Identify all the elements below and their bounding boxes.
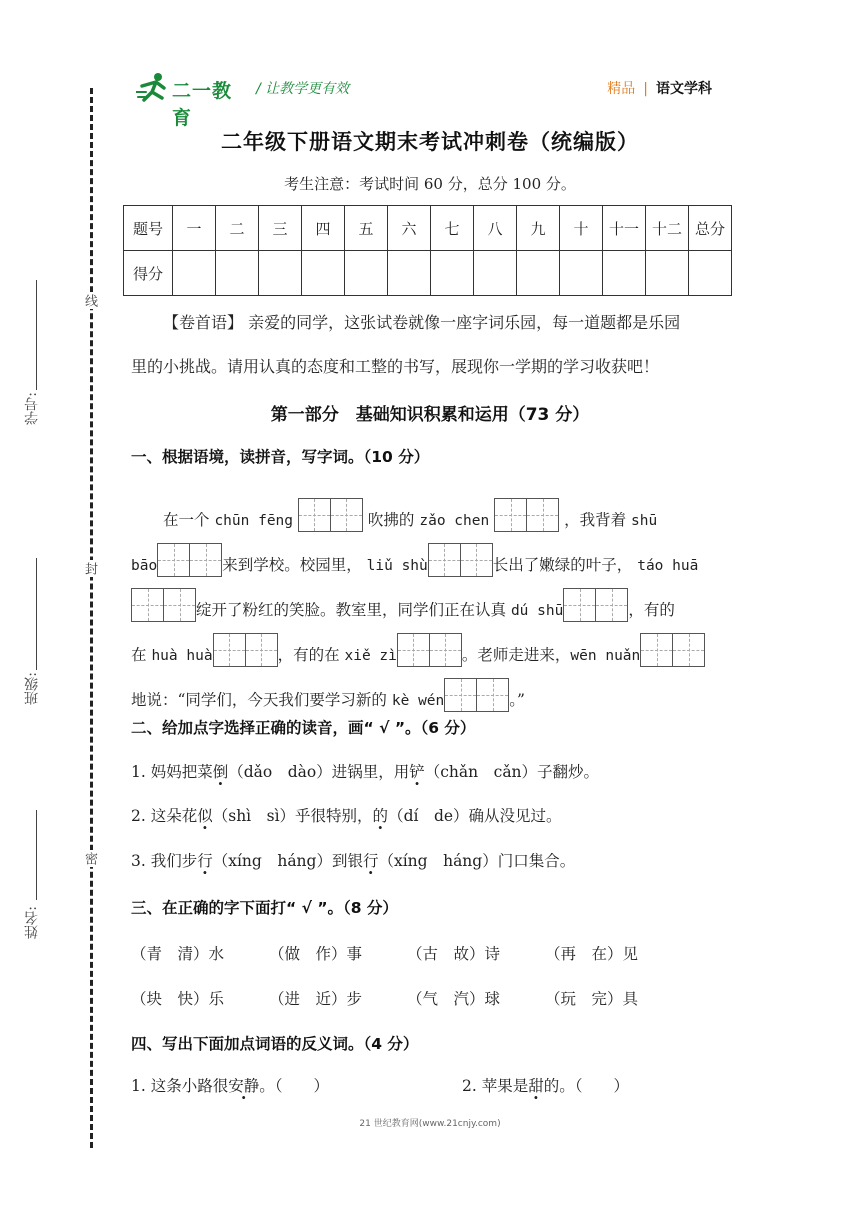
class-line [36,558,37,670]
footer-source: 21 世纪教育网(www.21cnjy.com) [359,1119,501,1129]
q2-options[interactable]: （xíng háng）门口集合。 [378,852,576,870]
column-header: 一 [173,206,216,251]
q2-item-3 [131,849,575,871]
q2-text: 2. 这朵花 [131,807,198,825]
name-label: 姓名: [24,906,40,939]
writing-grid[interactable] [157,543,222,577]
q1-pinyin: wēn nuǎn [570,648,641,664]
score-cell[interactable] [431,251,474,296]
q1-text: 绽开了粉红的笑脸。教室里，同学们正在认真 [196,601,507,619]
student-id-line [36,280,37,390]
writing-grid[interactable] [563,588,628,622]
column-header: 十二 [646,206,689,251]
preface-text-2: 里的小挑战。请用认真的态度和工整的书写，展现你一学期的学习收获吧！ [131,357,660,376]
q1-pinyin: bāo [131,558,158,574]
q2-options[interactable]: （dí de）确从没见过。 [388,807,562,825]
q4-item-2 [462,1074,629,1096]
q1-pinyin: kè wén [391,693,445,709]
column-header: 八 [474,206,517,251]
writing-grid[interactable] [494,498,559,532]
page-title: 二年级下册语文期末考试冲刺卷（统编版） [221,130,639,154]
q3-row-2 [131,987,683,1009]
column-header: 三 [259,206,302,251]
score-cell[interactable] [302,251,345,296]
q3-option[interactable]: （气 汽）球 [407,990,501,1008]
runner-icon [136,72,172,102]
q3-option[interactable]: （进 近）步 [269,990,363,1008]
header-right [607,78,712,98]
q3-option[interactable]: （青 清）水 [131,945,225,963]
score-cell[interactable] [560,251,603,296]
header-separator: | [643,81,648,97]
q1-text: ，有的 [628,601,675,619]
q1-line-3 [131,588,675,622]
brand-logo [136,72,246,129]
part-1-title: 第一部分 基础知识积累和运用（73 分） [270,405,590,425]
q2-title: 二、给加点字选择正确的读音，画“ √ ”。（6 分） [131,719,476,737]
q1-pinyin: huà huà [151,648,213,664]
column-header: 六 [388,206,431,251]
column-header: 五 [345,206,388,251]
q3-option[interactable]: （玩 完）具 [545,990,639,1008]
quality-label: 精品 [607,81,636,97]
q2-options[interactable]: （chǎn cǎn）子翻炒。 [424,763,600,781]
seal-secret-label: 密 [82,852,97,865]
binding-dashed-line [90,88,93,1148]
score-cell[interactable] [259,251,302,296]
q4-item-1 [131,1074,329,1096]
table-row [124,251,732,296]
q1-pinyin: liǔ shù [366,558,428,574]
preface-line-2 [131,354,659,377]
q1-text: 长出了嫩绿的叶子， [492,556,633,574]
q1-line-1 [163,498,657,532]
dotted-char: 行 [362,852,379,870]
q1-text: 。” [509,691,525,709]
score-cell[interactable] [173,251,216,296]
dotted-char: 行 [197,852,213,870]
subject-label: 语文学科 [656,81,712,97]
q1-pinyin: xiě zì [344,648,397,664]
score-cell[interactable] [689,251,732,296]
preface-text-1: 亲爱的同学，这张试卷就像一座字词乐园，每一道题都是乐园 [248,313,681,332]
q1-text: 在一个 [163,511,210,529]
q1-pinyin: táo huā [637,558,699,574]
q1-text: 地说：“同学们，今天我们要学习新的 [131,691,387,709]
score-cell[interactable] [345,251,388,296]
q2-options[interactable]: （xíng háng）到银 [212,852,363,870]
q1-pinyin: zǎo chen [419,513,490,529]
q1-line-2 [131,543,698,577]
row-header-score: 得分 [124,251,173,296]
seal-seal-label: 封 [82,562,97,575]
score-cell[interactable] [474,251,517,296]
q4-text: 2. 苹果是 [462,1077,529,1095]
q1-pinyin: dú shū [510,603,564,619]
q3-row-1 [131,942,683,964]
column-header: 十 [560,206,603,251]
score-cell[interactable] [603,251,646,296]
column-header: 七 [431,206,474,251]
writing-grid[interactable] [213,633,278,667]
q2-options[interactable]: （shì sì）乎很特别， [212,807,373,825]
table-row [124,206,732,251]
column-header: 四 [302,206,345,251]
writing-grid[interactable] [428,543,493,577]
slogan: / 让教学更有效 [256,81,350,97]
dotted-word: 安静 [228,1077,260,1095]
score-cell[interactable] [216,251,259,296]
column-header: 九 [517,206,560,251]
q1-text: 来到学校。校园里， [222,556,362,574]
name-line [36,810,37,900]
column-header: 十一 [603,206,646,251]
q1-title: 一、根据语境，读拼音，写字词。（10 分） [131,448,430,466]
q3-option[interactable]: （做 作）事 [269,945,363,963]
column-header: 总分 [689,206,732,251]
score-cell[interactable] [517,251,560,296]
q2-item-2 [131,804,562,826]
dotted-char: 的 [372,807,389,825]
exam-notice: 考生注意：考试时间 60 分，总分 100 分。 [284,175,576,193]
q1-text: ，我背着 [564,511,627,529]
q3-title: 三、在正确的字下面打“ √ ”。（8 分） [131,899,398,917]
q3-option[interactable]: （古 故）诗 [407,945,501,963]
score-cell[interactable] [388,251,431,296]
seal-line-label: 线 [82,294,97,307]
q2-item-1 [131,760,599,782]
writing-grid[interactable] [131,588,196,622]
writing-grid[interactable] [640,633,705,667]
q1-line-5 [131,678,525,712]
student-id-label: 学号: [24,392,40,425]
q4-title: 四、写出下面加点词语的反义词。（4 分） [131,1035,419,1053]
score-table [123,205,732,296]
q1-text: ，有的在 [277,646,340,664]
row-header-question: 题号 [124,206,173,251]
q4-text: 1. 这条小路很 [131,1077,229,1095]
q2-options[interactable]: （dǎo dào）进锅里，用 [228,763,410,781]
q2-text: 3. 我们步 [131,852,198,870]
dotted-char: 倒 [212,763,229,781]
q3-option[interactable]: （再 在）见 [545,945,639,963]
q2-text: 1. 妈妈把菜 [131,763,213,781]
q1-pinyin: shū [631,513,658,529]
writing-grid[interactable] [444,678,509,712]
score-cell[interactable] [646,251,689,296]
class-label: 班级: [24,672,40,705]
preface-label: 【卷首语】 [163,313,244,332]
q3-option[interactable]: （块 快）乐 [131,990,225,1008]
writing-grid[interactable] [298,498,363,532]
q1-text: 吹拂的 [367,511,415,529]
q4-answer-blank[interactable]: 。（ ） [259,1077,329,1095]
column-header: 二 [216,206,259,251]
q4-answer-blank[interactable]: 的。（ ） [543,1077,629,1095]
q1-line-4 [131,633,705,667]
q1-text: 在 [131,646,147,664]
writing-grid[interactable] [397,633,462,667]
q1-text: 。老师走进来， [461,646,571,664]
dotted-char: 铲 [409,763,425,781]
dotted-char: 似 [197,807,213,825]
preface-line-1 [163,310,680,333]
q1-pinyin: chūn fēng [214,513,294,529]
logo-text: 二一教育 [172,80,233,129]
dotted-word: 甜 [528,1077,544,1095]
